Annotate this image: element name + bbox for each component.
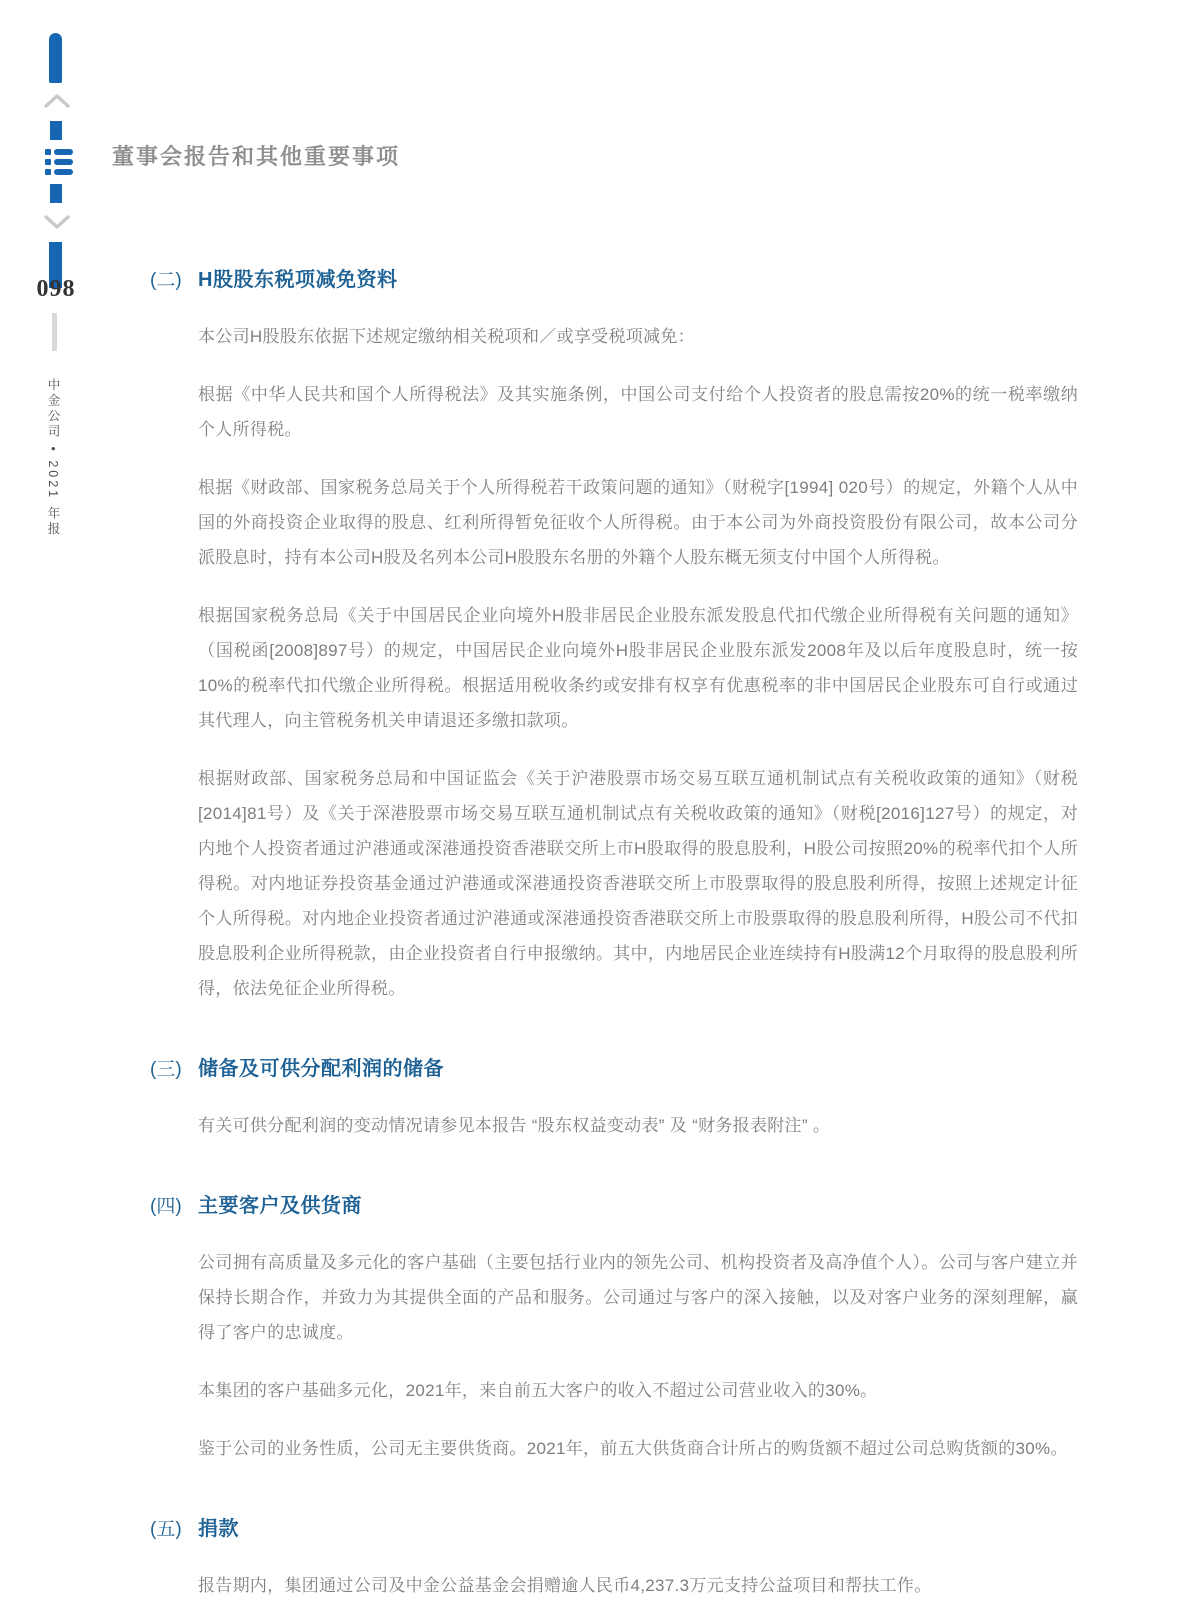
section-number: (五) bbox=[150, 1519, 182, 1540]
section-title: 储备及可供分配利润的储备 bbox=[198, 1058, 444, 1080]
paragraph: 根据《财政部、国家税务总局关于个人所得税若干政策问题的通知》（财税字[1994] 020号）的规定，外籍个人从中国的外商投资企业取得的股息、红利所得暂免征收个人所得税。由于本公司为外商投资股份有限公司，故本公司分派股息时，持有本公司H股及名列本公司H股股东名册的外籍个人股东概无须支付中国个人所得税。 bbox=[198, 478, 1078, 567]
section-title: 捐款 bbox=[198, 1518, 239, 1540]
toc-row bbox=[45, 149, 75, 155]
toc-row bbox=[45, 159, 75, 165]
report-spine-label: 中金公司 • 2021 年报 bbox=[46, 378, 60, 538]
section-reserves bbox=[150, 1052, 1085, 1143]
main-content bbox=[150, 263, 1085, 1603]
section-title: 主要客户及供货商 bbox=[198, 1195, 362, 1217]
section-heading bbox=[150, 263, 1085, 292]
rail-bar-upper bbox=[50, 121, 62, 140]
section-title: H股股东税项减免资料 bbox=[198, 269, 398, 291]
section-heading bbox=[150, 1512, 1085, 1541]
section-body bbox=[198, 1108, 1078, 1143]
toc-row bbox=[45, 169, 75, 175]
paragraph: 根据财政部、国家税务总局和中国证监会《关于沪港股票市场交易互联互通机制试点有关税收政策的通知》（财税[2014]81号）及《关于深港股票市场交易互联互通机制试点有关税收政策的通知》（财税[2016]127号）的规定，对内地个人投资者通过沪港通或深港通投资香港联交所上市H股取得的股息股利，H股公司按照20%的税率代扣个人所得税。对内地证券投资基金通过沪港通或深港通投资香港联交所上市股票取得的股息股利所得，按照上述规定计征个人所得税。对内地企业投资者通过沪港通或深港通投资香港联交所上市股票取得的股息股利所得，H股公司不代扣股息股利企业所得税款，由企业投资者自行申报缴纳。其中，内地居民企业连续持有H股满12个月取得的股息股利所得，依法免征企业所得税。 bbox=[198, 769, 1078, 998]
section-body bbox=[198, 1568, 1078, 1603]
page-number-rule bbox=[52, 313, 57, 351]
chapter-title: 董事会报告和其他重要事项 bbox=[112, 144, 401, 169]
section-body bbox=[198, 1245, 1078, 1466]
left-rail bbox=[0, 0, 110, 1615]
section-number: (四) bbox=[150, 1196, 182, 1217]
chevron-down-icon[interactable] bbox=[44, 214, 70, 230]
paragraph: 本集团的客户基础多元化，2021年，来自前五大客户的收入不超过公司营业收入的30%。 bbox=[198, 1381, 878, 1400]
section-body bbox=[198, 319, 1078, 1006]
section-major-customers-suppliers bbox=[150, 1189, 1085, 1466]
section-heading bbox=[150, 1052, 1085, 1081]
page-number: 098 bbox=[36, 276, 76, 302]
toc-list-icon[interactable] bbox=[45, 149, 75, 179]
paragraph: 鉴于公司的业务性质，公司无主要供货商。2021年，前五大供货商合计所占的购货额不超过公司总购货额的30%。 bbox=[198, 1439, 1068, 1458]
section-number: (三) bbox=[150, 1059, 182, 1080]
paragraph: 根据国家税务总局《关于中国居民企业向境外H股非居民企业股东派发股息代扣代缴企业所得税有关问题的通知》（国税函[2008]897号）的规定，中国居民企业向境外H股非居民企业股东派发2008年及以后年度股息时，统一按10%的税率代扣代缴企业所得税。根据适用税收条约或安排有权享有优惠税率的非中国居民企业股东可自行或通过其代理人，向主管税务机关申请退还多缴扣款项。 bbox=[198, 606, 1078, 730]
section-number: (二) bbox=[150, 270, 182, 291]
section-donations bbox=[150, 1512, 1085, 1603]
section-heading bbox=[150, 1189, 1085, 1218]
paragraph: 根据《中华人民共和国个人所得税法》及其实施条例，中国公司支付给个人投资者的股息需按20%的统一税率缴纳个人所得税。 bbox=[198, 385, 1078, 439]
chevron-up-icon[interactable] bbox=[44, 93, 70, 109]
section-h-share-tax bbox=[150, 263, 1085, 1006]
paragraph: 报告期内，集团通过公司及中金公益基金会捐赠逾人民币4,237.3万元支持公益项目和帮扶工作。 bbox=[198, 1576, 932, 1595]
rail-bar-lower bbox=[50, 184, 62, 203]
chapter-marker-bar-top bbox=[49, 33, 62, 83]
paragraph: 有关可供分配利润的变动情况请参见本报告 “股东权益变动表” 及 “财务报表附注” 。 bbox=[198, 1116, 831, 1135]
paragraph: 本公司H股股东依据下述规定缴纳相关税项和／或享受税项减免： bbox=[198, 327, 695, 346]
paragraph: 公司拥有高质量及多元化的客户基础（主要包括行业内的领先公司、机构投资者及高净值个人）。公司与客户建立并保持长期合作，并致力为其提供全面的产品和服务。公司通过与客户的深入接触，以及对客户业务的深刻理解，赢得了客户的忠诚度。 bbox=[198, 1253, 1078, 1342]
